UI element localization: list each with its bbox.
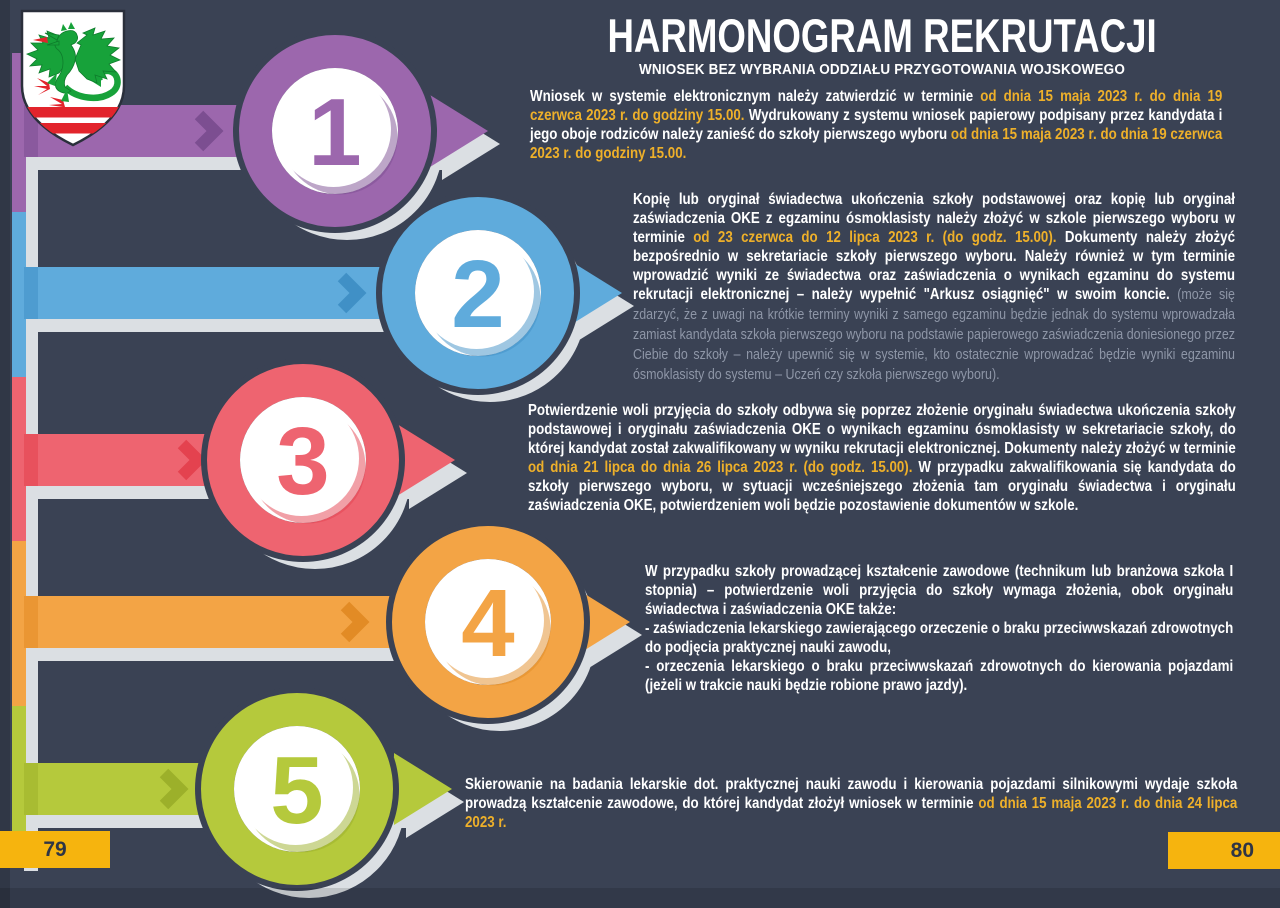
timeline-strip-seg-2 [12, 212, 26, 377]
timeline-strip-seg-4 [12, 541, 26, 706]
coat-of-arms-dragon-icon [17, 7, 129, 151]
body-text: Wniosek w systemie elektronicznym należy zatwierdzić w terminie [530, 88, 981, 105]
note-text: (może się zdarzyć, że z uwagi na krótkie terminy wyniki z samego egzaminu będzie jednak do systemu wprowadzała zamiast kandydata szkoła pierwszego wyboru na podstawie papierowego zaświadczenia doniesionego przez Ciebie do szkoły – należy upewnić się w systemie, kto ostatecznie wprowadzać będzie wyniki egzaminu ósmoklasisty do systemu – Uczeń czy szkoła pierwszego wyboru). [633, 287, 1235, 383]
deadline-highlight: od 23 czerwca do 12 lipca 2023 r. (do godz. 15.00). [693, 229, 1057, 246]
step-2-number: 2 [451, 241, 505, 348]
bottom-edge-shade [0, 888, 1280, 908]
body-text: Wydrukowany z systemu wniosek papierowy podpisany przez kandydata i jego oboje rodziców należy zanieść do szkoły pierwszego wyboru [530, 107, 1223, 143]
step-5-text [465, 775, 1237, 832]
body-text: Potwierdzenie woli przyjęcia do szkoły odbywa się poprzez złożenie oryginału świadectwa ukończenia szkoły podstawowej i oryginału zaświadczenia OKE o wynikach egzaminu ósmoklasisty w sekretariacie szkoły, do której kandydat został zakwalifikowany w wyniku rekrutacji elektronicznej. Dokumenty należy złożyć w terminie [528, 402, 1236, 457]
step-2-text [633, 190, 1235, 385]
left-edge-shade [0, 0, 10, 908]
step-5-number: 5 [270, 737, 324, 844]
step-3-marker [24, 358, 467, 562]
page-number-left [0, 831, 110, 868]
page-number-right [1168, 832, 1280, 869]
page-subtitle: WNIOSEK BEZ WYBRANIA ODDZIAŁU PRZYGOTOWANIA WOJSKOWEGO [638, 62, 1126, 78]
body-text: Dokumenty należy złożyć bezpośrednio w sekretariacie szkoły pierwszego wyboru. Należy również w tym terminie wprowadzić wyniki ze świadectwa oraz zaświadczenia o wynikach egzaminu do systemu rekrutacji elektronicznej – należy wypełnić "Arkusz osiągnięć" w swoim koncie. [633, 229, 1235, 303]
deadline-highlight: od dnia 15 maja 2023 r. do dnia 19 czerwca 2023 r. do godziny 15.00. [530, 88, 1223, 124]
body-text: Kopię lub oryginał świadectwa ukończenia szkoły podstawowej oraz kopię lub oryginał zaświadczenia OKE z egzaminu ósmoklasisty należy złożyć w szkole pierwszego wyboru w terminie [633, 191, 1235, 246]
step-4-text [645, 562, 1233, 695]
deadline-highlight: od dnia 15 maja 2023 r. do dnia 24 lipca 2023 r. [465, 795, 1238, 831]
body-text: - orzeczenia lekarskiego o braku przeciwwskazań zdrowotnych do kierowania pojazdami (jeżeli w trakcie nauki będzie robione prawo jazdy). [645, 658, 1234, 694]
page-number-right-label: 80 [1230, 838, 1254, 862]
body-text: W przypadku zakwalifikowania się kandydata do szkoły pierwszego wyboru, w sytuacji wcześniejszego złożenia tam oryginału świadectwa i oryginału zaświadczenia OKE, potwierdzeniem woli będzie pozostawienie dokumentów w szkole. [528, 459, 1236, 514]
timeline-strip-seg-3 [12, 377, 26, 541]
body-text: Skierowanie na badania lekarskie dot. praktycznej nauki zawodu i kierowania pojazdami silnikowymi wydaje szkoła prowadzą kształcenie zawodowe, do której kandydat złożył wniosek w terminie [465, 776, 1238, 812]
step-3-number: 3 [276, 408, 330, 515]
page-title: HARMONOGRAM REKRUTACJI [607, 9, 1157, 62]
header [520, 9, 1244, 78]
body-text: W przypadku szkoły prowadzącej kształcenie zawodowe (technikum lub branżowa szkoła I stopnia) – potwierdzenie woli przyjęcia do szkoły wymaga złożenia, obok oryginału świadectwa i zaświadczenia OKE także: [645, 563, 1234, 618]
step-4-number: 4 [461, 570, 515, 677]
deadline-highlight: od dnia 21 lipca do dnia 26 lipca 2023 r. (do godz. 15.00). [528, 459, 913, 476]
step-1-number: 1 [308, 79, 362, 186]
step-3-text [528, 401, 1236, 515]
deadline-highlight: od dnia 15 maja 2023 r. do dnia 19 czerwca 2023 r. do godziny 15.00. [530, 126, 1223, 162]
body-text: - zaświadczenia lekarskiego zawierającego orzeczenie o braku przeciwwskazań zdrowotnych do podjęcia praktycznej nauki zawodu, [645, 620, 1234, 656]
step-1-text [530, 87, 1222, 163]
page-number-left-label: 79 [43, 837, 67, 861]
